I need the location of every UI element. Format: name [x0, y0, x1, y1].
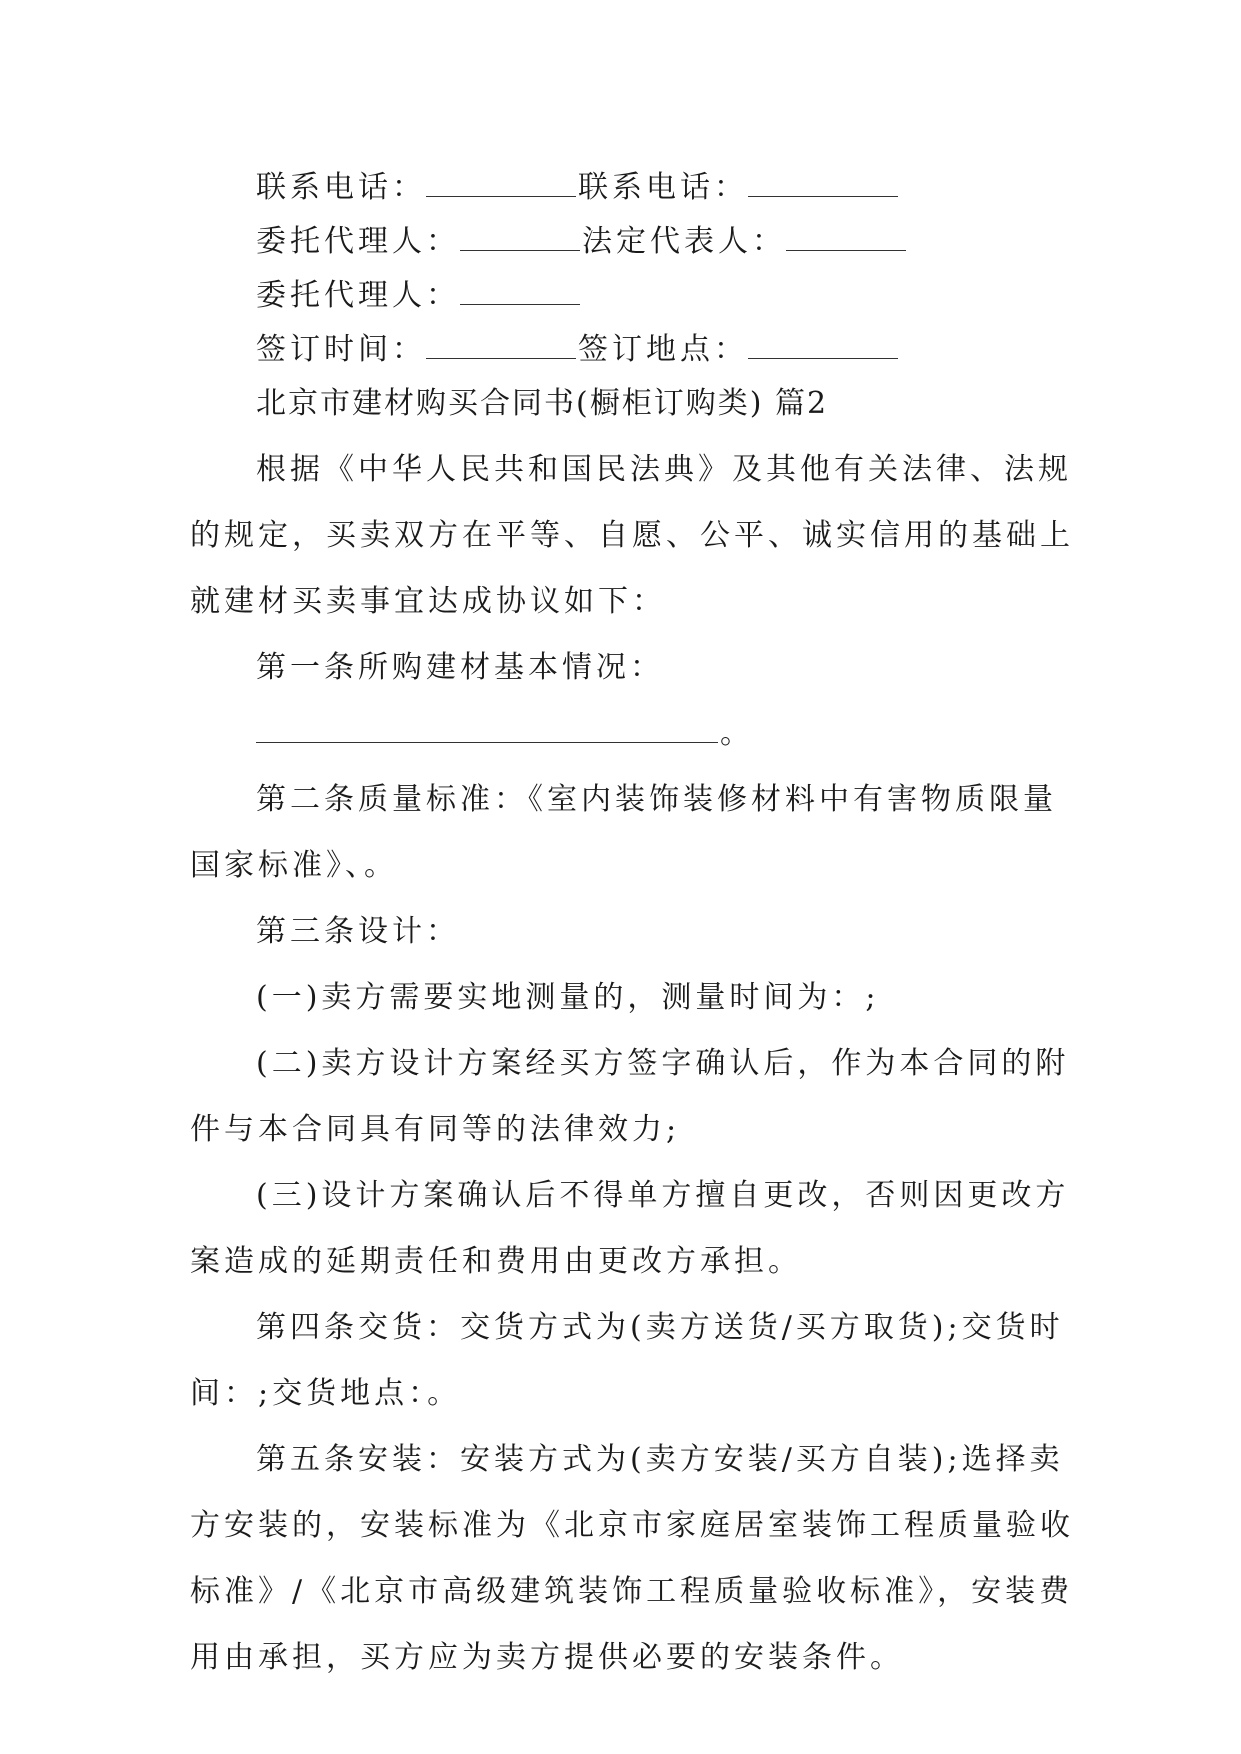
section-heading: 北京市建材购买合同书(橱柜订购类) 篇2: [256, 386, 829, 421]
paragraph-line: 件与本合同具有同等的法律效力;: [190, 1112, 681, 1147]
blank-line: [786, 228, 906, 251]
paragraph-line: 案造成的延期责任和费用由更改方承担。: [190, 1244, 802, 1279]
sign-place-label: 签订地点：: [578, 332, 748, 367]
paragraph-line: 间：;交货地点：。: [190, 1376, 462, 1411]
period-mark: 。: [720, 716, 754, 751]
paragraph-line: 标准》/《北京市高级建筑装饰工程质量验收标准》，安装费: [190, 1574, 1074, 1609]
paragraph-line: 方安装的，安装标准为《北京市家庭居室装饰工程质量验收: [190, 1508, 1074, 1543]
paragraph-line: 第三条设计：: [256, 914, 460, 949]
agent-line-2: [256, 278, 582, 314]
paragraph-line: 用由承担，买方应为卖方提供必要的安装条件。: [190, 1640, 904, 1675]
contact-phone-label-a: 联系电话：: [256, 170, 426, 205]
paragraph-line: 第二条质量标准：《室内装饰装修材料中有害物质限量: [256, 782, 1057, 817]
agent-label-2: 委托代理人：: [256, 278, 460, 313]
blank-line: [426, 174, 576, 197]
paragraph-line: 第五条安装：安装方式为(卖方安装/买方自装);选择卖: [256, 1442, 1064, 1477]
blank-line: [748, 174, 898, 197]
paragraph-line: 的规定，买卖双方在平等、自愿、公平、诚实信用的基础上: [190, 518, 1074, 553]
contact-phone-label-b: 联系电话：: [578, 170, 748, 205]
paragraph-line: 就建材买卖事宜达成协议如下：: [190, 584, 666, 619]
blank-line: [460, 228, 580, 251]
paragraph-line: 第一条所购建材基本情况：: [256, 650, 664, 685]
paragraph-line: (二)卖方设计方案经买方签字确认后，作为本合同的附: [256, 1046, 1070, 1081]
paragraph-line: 第四条交货：交货方式为(卖方送货/买方取货);交货时: [256, 1310, 1064, 1345]
contact-phone-line: [256, 170, 900, 206]
paragraph-line: 根据《中华人民共和国民法典》及其他有关法律、法规: [256, 452, 1072, 487]
blank-line: [426, 336, 576, 359]
blank-line: [748, 336, 898, 359]
blank-line: [256, 720, 718, 743]
sign-time-label: 签订时间：: [256, 332, 426, 367]
paragraph-line: (一)卖方需要实地测量的，测量时间为：;: [256, 980, 880, 1015]
paragraph-line: (三)设计方案确认后不得单方擅自更改，否则因更改方: [256, 1178, 1070, 1213]
agent-label: 委托代理人：: [256, 224, 460, 259]
agent-representative-line: [256, 224, 908, 260]
blank-line: [460, 282, 580, 305]
sign-time-place-line: [256, 332, 900, 368]
materials-blank-line: [256, 716, 754, 752]
legal-representative-label: 法定代表人：: [582, 224, 786, 259]
paragraph-line: 国家标准》、。: [190, 848, 398, 883]
